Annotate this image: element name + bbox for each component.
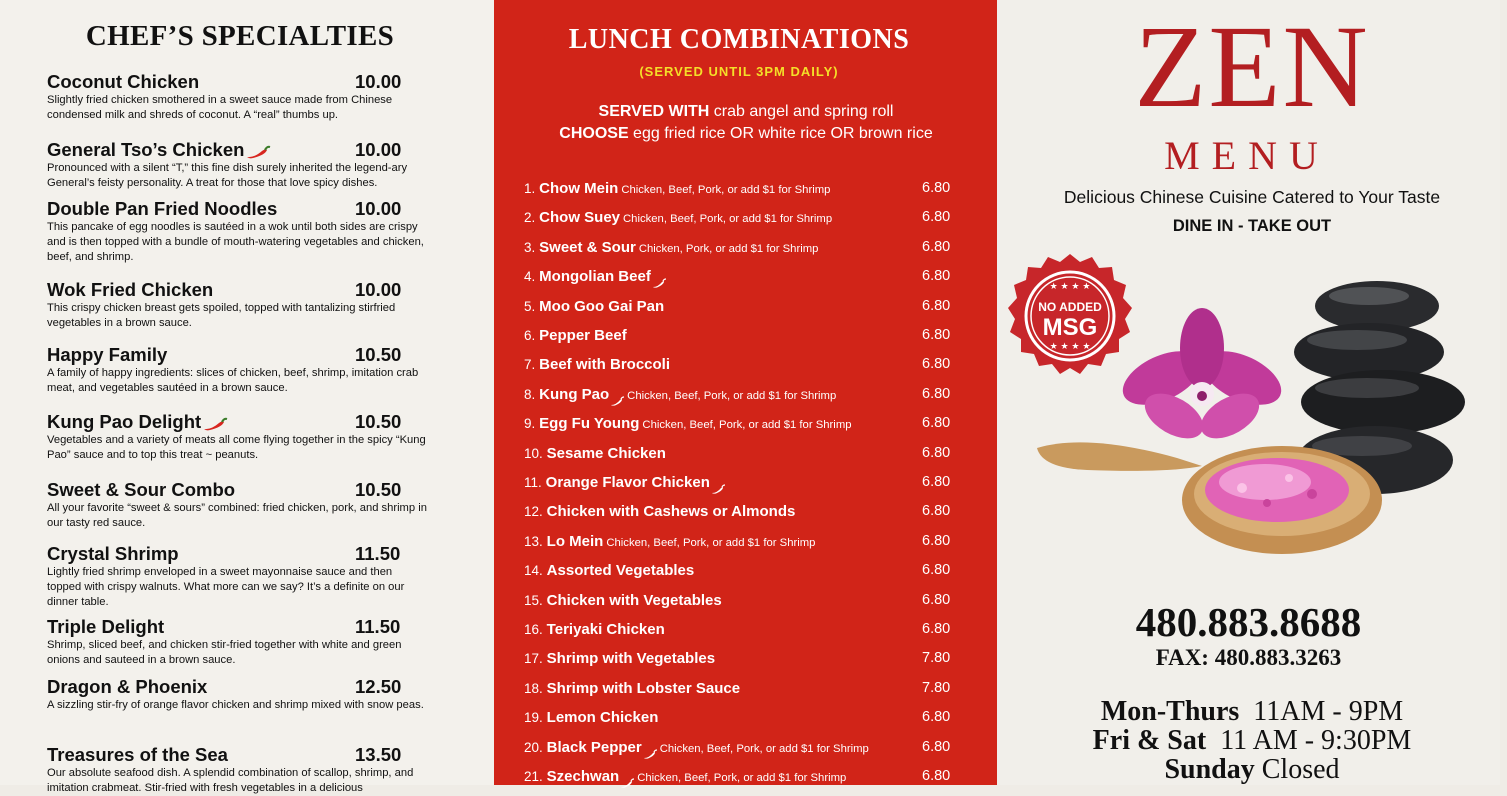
chili-pepper-icon — [643, 743, 657, 753]
lunch-item — [524, 324, 964, 346]
lunch-item-price: 6.80 — [922, 621, 951, 637]
hours-time: 11AM - 9PM — [1239, 696, 1404, 727]
lunch-item — [524, 177, 964, 199]
lunch-item-price: 6.80 — [922, 709, 951, 726]
dish-header — [47, 139, 432, 161]
dish-name: Wok Fried Chicken — [47, 279, 214, 300]
lunch-item-price: 6.80 — [922, 327, 951, 343]
lunch-item-number: 15. — [524, 592, 543, 608]
badge-line1: NO ADDED — [1038, 300, 1102, 314]
dish-price: 12.50 — [355, 676, 402, 697]
dish-description: Slightly fried chicken smothered in a sweet sauce made from Chinese condensed milk and shreds of coconut. A “real” thumbs up. — [47, 94, 393, 121]
lunch-item-number: 11. — [524, 475, 542, 490]
hours-time: 11 AM - 9:30PM — [1206, 725, 1412, 756]
lunch-item — [524, 765, 964, 787]
lunch-item — [524, 706, 964, 728]
lunch-item-name: Teriyaki Chicken — [546, 621, 665, 638]
lunch-item-name: Kung Pao — [539, 385, 610, 403]
dish-price: 13.50 — [355, 744, 402, 765]
dish-price: 10.00 — [355, 71, 402, 92]
served-with-text: crab angel and spring roll — [709, 103, 894, 120]
lunch-item-note: Chicken, Beef, Pork, or add $1 for Shrimp — [606, 536, 816, 549]
dish-description: Shrimp, sliced beef, and chicken stir-fried together with white and green onions and sauteed in a brown sauce. — [47, 639, 402, 666]
lunch-item-note: Chicken, Pork, or add $1 for Shrimp — [638, 242, 819, 255]
lunch-item-number: 9. — [524, 416, 536, 432]
lunch-item-name: Chow Mein — [539, 180, 619, 197]
dish-header — [47, 411, 432, 433]
lunch-item — [524, 500, 964, 522]
lunch-item — [524, 647, 964, 669]
lunch-item-name: Shrimp with Vegetables — [546, 650, 716, 668]
lunch-combinations-title: LUNCH COMBINATIONS — [568, 24, 910, 55]
lunch-item-price: 6.80 — [922, 591, 951, 608]
lunch-item-number: 21. — [524, 769, 543, 784]
chili-pepper-icon — [620, 772, 634, 782]
lunch-item-name: Egg Fu Young — [539, 415, 640, 433]
lunch-item-number: 16. — [524, 622, 543, 637]
lunch-item-price: 6.80 — [922, 738, 951, 755]
dish-price: 11.50 — [355, 543, 401, 564]
lunch-item-note: Chicken, Beef, Pork, or add $1 for Shrimp — [621, 184, 831, 196]
lunch-item-note: Chicken, Beef, Pork, or add $1 for Shrimp — [642, 419, 852, 432]
lunch-item-name: Chow Suey — [539, 209, 621, 227]
dish-header — [47, 676, 432, 698]
dine-in-take-out: DINE IN - TAKE OUT — [1172, 217, 1332, 235]
lunch-item-number: 19. — [524, 710, 543, 726]
dish-item — [47, 198, 432, 265]
dish-description: Pronounced with a silent “T,” this fine dish surely inherited the legend-ary General’s feisty personality. A treat for those that love spicy dishes. — [47, 162, 408, 189]
dish-description: Lightly fried shrimp enveloped in a sweet mayonnaise sauce and then topped with crispy walnuts. What more can we say? It’s a definite on our dinner table. — [47, 566, 405, 608]
lunch-item-price: 6.80 — [922, 268, 951, 285]
lunch-item-price: 6.80 — [922, 180, 951, 196]
chefs-specialties-panel — [0, 0, 494, 794]
dish-item — [47, 479, 432, 531]
dish-description: A sizzling stir-fry of orange flavor chicken and shrimp mixed with snow peas. — [47, 699, 424, 711]
hours-line — [997, 755, 1507, 785]
lunch-item-name: Lemon Chicken — [546, 709, 659, 727]
lunch-item-number: 2. — [524, 210, 536, 226]
phone-number: 480.883.8688 — [1135, 599, 1362, 645]
dish-price: 10.50 — [355, 479, 402, 500]
lunch-item-number: 13. — [524, 533, 543, 549]
lunch-item-price: 7.80 — [922, 650, 951, 667]
chili-pepper-icon — [202, 417, 228, 431]
lunch-item-name: Lo Mein — [546, 532, 604, 550]
lunch-item-name: Chicken with Vegetables — [546, 591, 722, 609]
lunch-item-name: Sesame Chicken — [546, 444, 666, 462]
lunch-item-price: 6.80 — [922, 238, 951, 255]
dish-name: General Tso’s Chicken — [47, 139, 245, 160]
lunch-item-name: Sweet & Sour — [539, 238, 636, 256]
chili-pepper-icon — [652, 272, 666, 282]
lunch-item — [524, 677, 964, 699]
lunch-item-number: 17. — [524, 651, 543, 667]
lunch-item-note: Chicken, Beef, Pork, or add $1 for Shrimp — [627, 389, 837, 402]
tagline: Delicious Chinese Cuisine Catered to Your Taste — [1063, 187, 1441, 207]
lunch-item — [524, 589, 964, 611]
lunch-item-price: 6.80 — [922, 768, 951, 784]
lunch-item-number: 4. — [524, 269, 536, 285]
lunch-item-name: Beef with Broccoli — [539, 356, 671, 374]
dish-header — [47, 344, 432, 366]
hours-days: Sunday — [1164, 754, 1255, 785]
lunch-item-number: 3. — [524, 239, 536, 255]
dish-description: This pancake of egg noodles is sautéed in a wok until both sides are crispy and is then topped with a bundle of mouth-watering vegetables and chicken, beef, and shrimp. — [47, 221, 424, 263]
lunch-item — [524, 559, 964, 581]
dish-description: Our absolute seafood dish. A splendid combination of scallop, shrimp, and imitation crabmeat. Stir-fried with fresh vegetables in a delicious — [47, 767, 414, 794]
dish-price: 10.50 — [355, 411, 402, 432]
lunch-item-price: 7.80 — [922, 679, 951, 696]
lunch-item-name: Black Pepper — [546, 738, 642, 756]
lunch-item-price: 6.80 — [922, 444, 951, 461]
dish-name: Kung Pao Delight — [47, 411, 202, 432]
fax-number: FAX: 480.883.3263 — [1155, 645, 1342, 670]
lunch-item-name: Assorted Vegetables — [546, 562, 695, 580]
lunch-item — [524, 383, 964, 405]
dish-item — [47, 543, 432, 610]
dish-name: Dragon & Phoenix — [47, 676, 208, 697]
hours-days: Fri & Sat — [1092, 725, 1207, 756]
served-with-label: SERVED WITH — [598, 103, 710, 120]
served-with-line — [494, 103, 998, 121]
hours-line — [997, 726, 1507, 756]
dish-header — [47, 543, 432, 565]
lunch-item — [524, 295, 964, 317]
lunch-item-name: Szechwan — [546, 768, 620, 785]
lunch-item — [524, 353, 964, 375]
dish-name: Triple Delight — [47, 616, 165, 637]
chefs-specialties-title: CHEF’S SPECIALTIES — [85, 20, 395, 52]
lunch-item-name: Moo Goo Gai Pan — [539, 297, 665, 315]
chili-pepper-icon — [245, 145, 271, 159]
lunch-item — [524, 618, 964, 640]
lunch-item-name: Orange Flavor Chicken — [545, 474, 710, 491]
dish-header — [47, 616, 432, 638]
dish-header — [47, 744, 432, 766]
dish-name: Double Pan Fried Noodles — [47, 198, 278, 219]
lunch-item-number: 20. — [524, 739, 543, 755]
lunch-item-number: 14. — [524, 563, 543, 579]
no-msg-badge-icon — [1004, 252, 1136, 384]
zen-logo: ZEN — [1134, 1, 1370, 132]
dish-header — [47, 198, 432, 220]
dish-description: Vegetables and a variety of meats all come flying together in the spicy “Kung Pao” sauce and to top this treat ~ peanuts. — [47, 434, 426, 461]
svg-text:★ ★ ★ ★: ★ ★ ★ ★ — [1049, 342, 1091, 352]
dish-price: 10.00 — [355, 279, 402, 300]
hours-time: Closed — [1254, 754, 1340, 785]
lunch-item-number: 5. — [524, 298, 536, 314]
dish-item — [47, 411, 432, 463]
lunch-item-note: Chicken, Beef, Pork, or add $1 for Shrimp — [637, 772, 847, 784]
lunch-item — [524, 206, 964, 228]
lunch-item-price: 6.80 — [922, 356, 951, 373]
dish-item — [47, 71, 432, 123]
dish-item — [47, 279, 432, 331]
dish-name: Crystal Shrimp — [47, 543, 179, 564]
lunch-item-number: 18. — [524, 680, 543, 696]
choose-line — [494, 125, 998, 143]
lunch-item — [524, 530, 964, 552]
choose-text: egg fried rice OR white rice OR brown rice — [628, 125, 933, 142]
lunch-item-number: 7. — [524, 357, 536, 373]
dish-header — [47, 71, 432, 93]
lunch-served-until: (SERVED UNTIL 3PM DAILY) — [639, 64, 839, 79]
dish-header — [47, 479, 432, 501]
dish-price: 11.50 — [355, 616, 401, 637]
lunch-item-name: Chicken with Cashews or Almonds — [546, 503, 796, 521]
lunch-item-note: Chicken, Beef, Pork, or add $1 for Shrimp — [659, 742, 869, 755]
dish-name: Sweet & Sour Combo — [47, 479, 236, 500]
dish-description: A family of happy ingredients: slices of chicken, beef, shrimp, imitation crab meat, and vegetables sautéed in a brown sauce. — [47, 367, 419, 394]
dish-header — [47, 279, 432, 301]
lunch-combinations-panel — [494, 0, 997, 785]
lunch-item-note: Chicken, Beef, Pork, or add $1 for Shrimp — [623, 213, 833, 226]
dish-item — [47, 139, 432, 191]
badge-line2: MSG — [1042, 314, 1098, 341]
dish-description: This crispy chicken breast gets spoiled, topped with tantalizing stirfried vegetables in a brown sauce. — [47, 302, 396, 329]
lunch-item-number: 8. — [524, 386, 536, 402]
lunch-item-number: 6. — [524, 328, 536, 343]
dish-item — [47, 676, 432, 713]
dish-item — [47, 344, 432, 396]
hours-days: Mon-Thurs — [1100, 696, 1240, 727]
lunch-item-number: 12. — [524, 504, 543, 520]
lunch-item — [524, 471, 964, 493]
brand-panel — [997, 0, 1500, 785]
lunch-item-price: 6.80 — [922, 297, 951, 314]
dish-name: Treasures of the Sea — [47, 744, 228, 765]
lunch-item — [524, 236, 964, 258]
lunch-item-number: 1. — [524, 181, 536, 196]
lunch-item-name: Mongolian Beef — [539, 268, 651, 286]
lunch-item-price: 6.80 — [922, 474, 951, 490]
lunch-item-name: Pepper Beef — [539, 327, 627, 344]
lunch-item-price: 6.80 — [922, 532, 951, 549]
lunch-item-price: 6.80 — [922, 415, 951, 432]
lunch-item-price: 6.80 — [922, 562, 951, 579]
chili-pepper-icon — [610, 390, 624, 400]
menu-word: MENU — [1164, 133, 1330, 178]
dish-item — [47, 616, 432, 668]
dish-description: All your favorite “sweet & sours” combined: fried chicken, pork, and shrimp in our tasty red sauce. — [47, 502, 427, 529]
lunch-item-number: 10. — [524, 445, 543, 461]
lunch-item — [524, 442, 964, 464]
choose-label: CHOOSE — [559, 125, 629, 142]
chili-pepper-icon — [711, 478, 725, 488]
dish-price: 10.00 — [355, 139, 402, 160]
dish-name: Happy Family — [47, 344, 168, 365]
lunch-item-price: 6.80 — [922, 385, 951, 402]
dish-price: 10.00 — [355, 198, 402, 219]
dish-name: Coconut Chicken — [47, 71, 200, 92]
lunch-item-name: Shrimp with Lobster Sauce — [546, 679, 741, 697]
lunch-item — [524, 736, 964, 758]
dish-price: 10.50 — [355, 344, 402, 365]
lunch-item-price: 6.80 — [922, 209, 951, 226]
lunch-item — [524, 412, 964, 434]
dish-item — [47, 744, 432, 796]
lunch-item-price: 6.80 — [922, 503, 951, 520]
lunch-item — [524, 265, 964, 287]
svg-text:★ ★ ★ ★: ★ ★ ★ ★ — [1049, 282, 1091, 292]
hours-line — [997, 697, 1507, 727]
